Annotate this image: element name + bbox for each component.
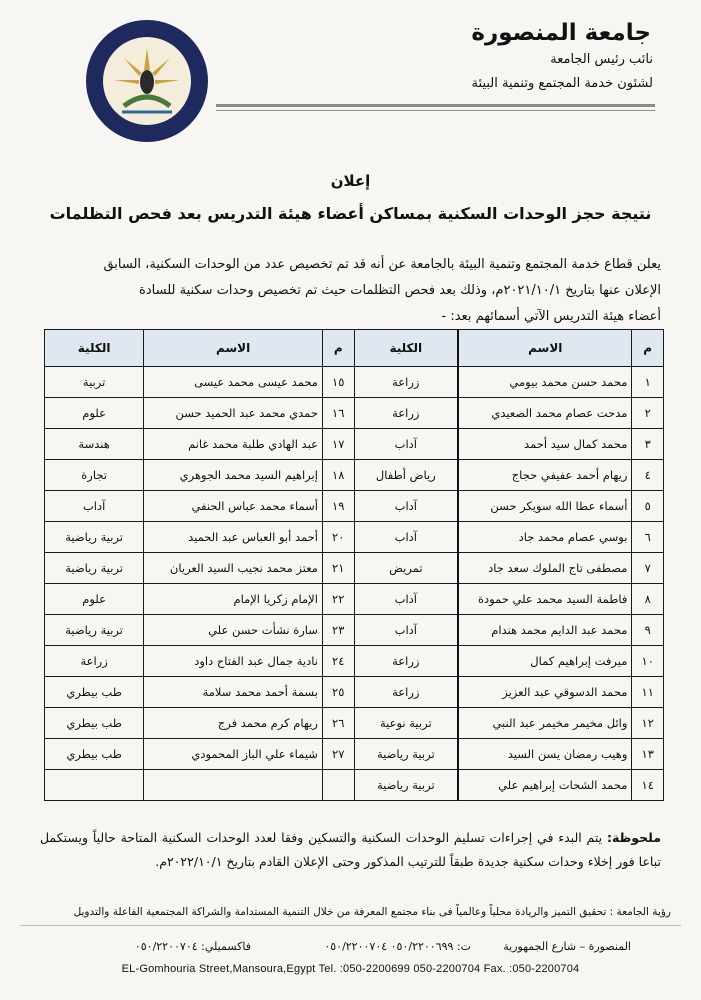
- table-row: [45, 646, 664, 677]
- header-name: الاسم: [458, 330, 632, 367]
- member-name: عبد الهادي طلبة محمد غانم: [144, 429, 323, 460]
- member-faculty: تمريض: [354, 553, 458, 584]
- member-name: محمد الشحات إبراهيم علي: [458, 770, 632, 801]
- member-name: شيماء علي الباز المحمودي: [144, 739, 323, 770]
- table-row: [45, 491, 664, 522]
- member-faculty: علوم: [45, 398, 144, 429]
- row-number: ١٧: [322, 429, 354, 460]
- row-number: ٢٢: [322, 584, 354, 615]
- note-text: يتم البدء في إجراءات تسليم الوحدات السكنية والتسكين وفقا لعدد الوحدات السكنية المتاحة حالياً ويستكمل تباعا فور إخلاء وحدات سكنية جديدة طبقاً للترتيب المذكور وحتى الإعلان القادم بتاريخ ٢٠٢٢/١٠/١م.: [40, 830, 661, 869]
- member-name: نادية جمال عبد الفتاح داود: [144, 646, 323, 677]
- announcement-paragraph: [44, 252, 661, 330]
- member-faculty: زراعة: [354, 646, 458, 677]
- paragraph-line: أعضاء هيئة التدريس الآتي أسمائهم بعد: -: [441, 309, 661, 324]
- table-row: [45, 615, 664, 646]
- row-number: ٧: [632, 553, 664, 584]
- member-faculty: آداب: [45, 491, 144, 522]
- row-number: [322, 770, 354, 801]
- member-name: محمد حسن محمد بيومي: [458, 367, 632, 398]
- member-name: محمد عيسى محمد عيسى: [144, 367, 323, 398]
- member-name: مصطفى تاج الملوك سعد جاد: [458, 553, 632, 584]
- row-number: ٣: [632, 429, 664, 460]
- header-num: م: [632, 330, 664, 367]
- row-number: ٢٣: [322, 615, 354, 646]
- member-name: أسماء محمد عباس الحنفي: [144, 491, 323, 522]
- member-faculty: آداب: [354, 522, 458, 553]
- vice-president-title: نائب رئيس الجامعة: [550, 52, 653, 67]
- member-name: بوسي عصام محمد جاد: [458, 522, 632, 553]
- row-number: ٢١: [322, 553, 354, 584]
- table-row: [45, 553, 664, 584]
- footer-fax: فاكسميلي: ٠٥٠/٢٢٠٠٧٠٤: [134, 940, 251, 953]
- member-faculty: [45, 770, 144, 801]
- member-faculty: تربية رياضية: [45, 553, 144, 584]
- member-name: سارة نشأت حسن علي: [144, 615, 323, 646]
- announcement-subtitle: نتيجة حجز الوحدات السكنية بمساكن أعضاء هيئة التدريس بعد فحص التظلمات: [49, 204, 652, 223]
- member-faculty: تربية رياضية: [354, 739, 458, 770]
- member-name: وهيب رمضان يسن السيد: [458, 739, 632, 770]
- member-faculty: آداب: [354, 429, 458, 460]
- member-name: ريهام أحمد عفيفي حجاج: [458, 460, 632, 491]
- row-number: ٢٤: [322, 646, 354, 677]
- note: [40, 826, 661, 874]
- member-name: فاطمة السيد محمد علي حمودة: [458, 584, 632, 615]
- table-row: [45, 584, 664, 615]
- row-number: ١٠: [632, 646, 664, 677]
- row-number: ١٦: [322, 398, 354, 429]
- university-name: جامعة المنصورة: [471, 20, 651, 46]
- member-faculty: تجارة: [45, 460, 144, 491]
- footer-address: المنصورة – شارع الجمهورية: [503, 940, 631, 953]
- member-faculty: تربية نوعية: [354, 708, 458, 739]
- member-faculty: زراعة: [354, 367, 458, 398]
- member-faculty: طب بيطري: [45, 708, 144, 739]
- table-row: [45, 367, 664, 398]
- member-name: الإمام زكريا الإمام: [144, 584, 323, 615]
- row-number: ٤: [632, 460, 664, 491]
- university-logo: [84, 18, 210, 144]
- footer-english: EL-Gomhouria Street,Mansoura,Egypt Tel. :050-2200699 050-2200704 Fax. :050-2200704: [121, 963, 580, 975]
- row-number: ٨: [632, 584, 664, 615]
- footer-divider: [20, 925, 681, 926]
- row-number: ١٩: [322, 491, 354, 522]
- member-faculty: زراعة: [45, 646, 144, 677]
- member-faculty: آداب: [354, 584, 458, 615]
- table-row: [45, 708, 664, 739]
- member-name: ميرفت إبراهيم كمال: [458, 646, 632, 677]
- row-number: ١٥: [322, 367, 354, 398]
- footer-phones: ت: ٠٥٠/٢٢٠٠٦٩٩ ٠٥٠/٢٢٠٠٧٠٤: [324, 940, 471, 953]
- row-number: ١: [632, 367, 664, 398]
- paragraph-line: يعلن قطاع خدمة المجتمع وتنمية البيئة بالجامعة عن أنه قد تم تخصيص عدد من الوحدات السكنية، السابق: [103, 257, 661, 272]
- member-faculty: آداب: [354, 491, 458, 522]
- member-name: بسمة أحمد محمد سلامة: [144, 677, 323, 708]
- header-faculty: الكلية: [354, 330, 458, 367]
- row-number: ١٣: [632, 739, 664, 770]
- member-name: حمدي محمد عبد الحميد حسن: [144, 398, 323, 429]
- row-number: ١٨: [322, 460, 354, 491]
- member-faculty: تربية رياضية: [45, 615, 144, 646]
- member-faculty: تربية رياضية: [354, 770, 458, 801]
- note-label: ملحوظة:: [606, 830, 661, 845]
- member-name: محمد الدسوقي عبد العزيز: [458, 677, 632, 708]
- member-faculty: هندسة: [45, 429, 144, 460]
- row-number: ٢٧: [322, 739, 354, 770]
- table-row: [45, 677, 664, 708]
- member-name: [144, 770, 323, 801]
- header-name: الاسم: [144, 330, 323, 367]
- member-faculty: طب بيطري: [45, 739, 144, 770]
- table-header-row: [45, 330, 664, 367]
- member-faculty: زراعة: [354, 677, 458, 708]
- row-number: ٢٠: [322, 522, 354, 553]
- row-number: ٢: [632, 398, 664, 429]
- header-num: م: [322, 330, 354, 367]
- member-name: معتز محمد نجيب السيد العريان: [144, 553, 323, 584]
- table-row: [45, 460, 664, 491]
- member-faculty: آداب: [354, 615, 458, 646]
- row-number: ٢٦: [322, 708, 354, 739]
- member-faculty: زراعة: [354, 398, 458, 429]
- member-faculty: تربية رياضية: [45, 522, 144, 553]
- table-row: [45, 429, 664, 460]
- member-name: محمد عبد الدايم محمد هندام: [458, 615, 632, 646]
- table-row: [45, 770, 664, 801]
- member-faculty: رياض أطفال: [354, 460, 458, 491]
- paragraph-line: الإعلان عنها بتاريخ ٢٠٢١/١٠/١م، وذلك بعد فحص التظلمات حيث تم تخصيص وحدات سكنية للسادة: [139, 283, 661, 298]
- header-divider: [216, 104, 655, 107]
- table-row: [45, 522, 664, 553]
- member-faculty: علوم: [45, 584, 144, 615]
- row-number: ٩: [632, 615, 664, 646]
- header-divider-thin: [216, 110, 655, 111]
- allocation-table: [44, 329, 664, 801]
- member-name: أسماء عطا الله سويكر حسن: [458, 491, 632, 522]
- member-name: مدحت عصام محمد الصعيدي: [458, 398, 632, 429]
- row-number: ١٢: [632, 708, 664, 739]
- member-faculty: تربية: [45, 367, 144, 398]
- member-name: ريهام كرم محمد فرج: [144, 708, 323, 739]
- member-name: أحمد أبو العباس عبد الحميد: [144, 522, 323, 553]
- member-name: محمد كمال سيد أحمد: [458, 429, 632, 460]
- row-number: ٢٥: [322, 677, 354, 708]
- table-row: [45, 739, 664, 770]
- university-vision: رؤية الجامعة : تحقيق التميز والريادة محلياً وعالمياً فى بناء مجتمع المعرفة من خلال التنمية المستدامة والشراكة المجتمعية الفاعلة والتدويل: [73, 906, 671, 918]
- member-name: إبراهيم السيد محمد الجوهري: [144, 460, 323, 491]
- member-faculty: طب بيطري: [45, 677, 144, 708]
- row-number: ١١: [632, 677, 664, 708]
- announcement-title: إعلان: [330, 172, 371, 190]
- sector-title: لشئون خدمة المجتمع وتنمية البيئة: [471, 76, 653, 91]
- row-number: ١٤: [632, 770, 664, 801]
- table-row: [45, 398, 664, 429]
- row-number: ٦: [632, 522, 664, 553]
- row-number: ٥: [632, 491, 664, 522]
- member-name: وائل مخيمر مخيمر عبد النبي: [458, 708, 632, 739]
- header-faculty: الكلية: [45, 330, 144, 367]
